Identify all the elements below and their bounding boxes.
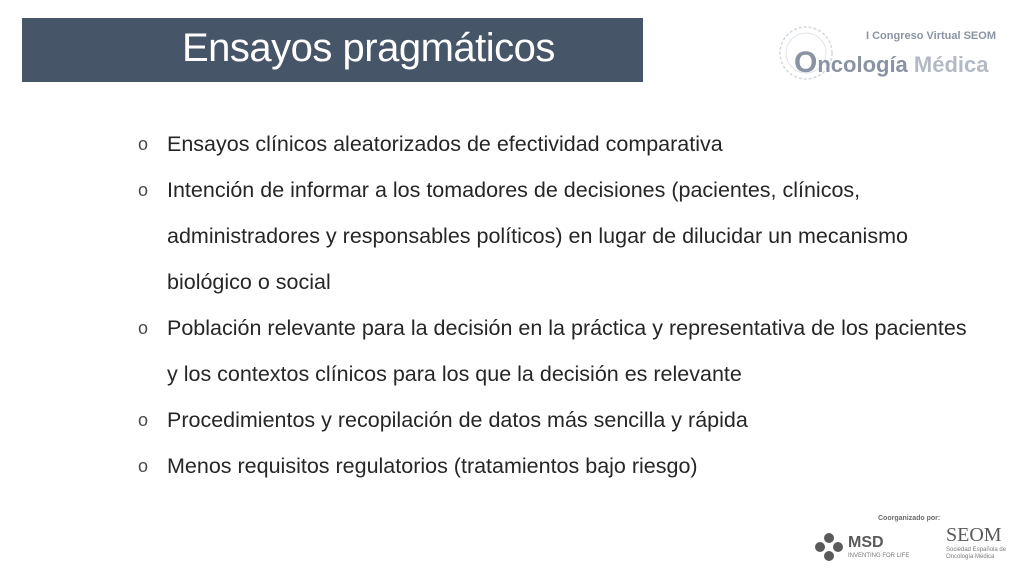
logo-congreso-text: I Congreso Virtual SEOM (866, 30, 996, 42)
logo-oncologia: ncología (817, 52, 908, 77)
slide-title: Ensayos pragmáticos (182, 26, 555, 70)
congress-logo (770, 22, 1010, 84)
list-item (138, 397, 978, 443)
seom-name: SEOM (946, 524, 1002, 546)
bullet-text: Población relevante para la decisión en la práctica y representativa de los pacientes y los contextos clínicos para los que la decisión es relevante (167, 316, 967, 386)
bullet-text: Ensayos clínicos aleatorizados de efectividad comparativa (167, 132, 723, 156)
bullet-text: Menos requisitos regulatorios (tratamientos bajo riesgo) (167, 454, 698, 478)
coorganizado-label: Coorganizado por: (878, 515, 941, 522)
logo-o-letter: O (794, 46, 818, 79)
bullet-marker: o (138, 456, 149, 476)
msd-tagline: INVENTING FOR LIFE (848, 553, 910, 559)
bullet-list (138, 121, 978, 489)
list-item (138, 305, 978, 397)
seom-subtitle: Sociedad Española de Oncología Médica (946, 547, 1007, 560)
bullet-text: Procedimientos y recopilación de datos más sencilla y rápida (167, 408, 748, 432)
list-item (138, 121, 978, 167)
msd-logo (814, 528, 924, 568)
logo-medica: Médica (907, 52, 989, 77)
seom-logo (940, 524, 1020, 570)
bullet-marker: o (138, 410, 149, 430)
bullet-marker: o (138, 180, 149, 200)
bullet-text: Intención de informar a los tomadores de decisiones (pacientes, clínicos, administradores y responsables políticos) en lugar de dilucidar un mecanismo biológico o social (167, 178, 908, 294)
msd-mark-icon (814, 532, 844, 562)
bullet-marker: o (138, 318, 149, 338)
msd-name: MSD (848, 534, 884, 551)
logo-oncologia-text (794, 46, 989, 80)
list-item (138, 443, 978, 489)
bullet-marker: o (138, 134, 149, 154)
list-item (138, 167, 978, 305)
title-bar (22, 18, 643, 82)
